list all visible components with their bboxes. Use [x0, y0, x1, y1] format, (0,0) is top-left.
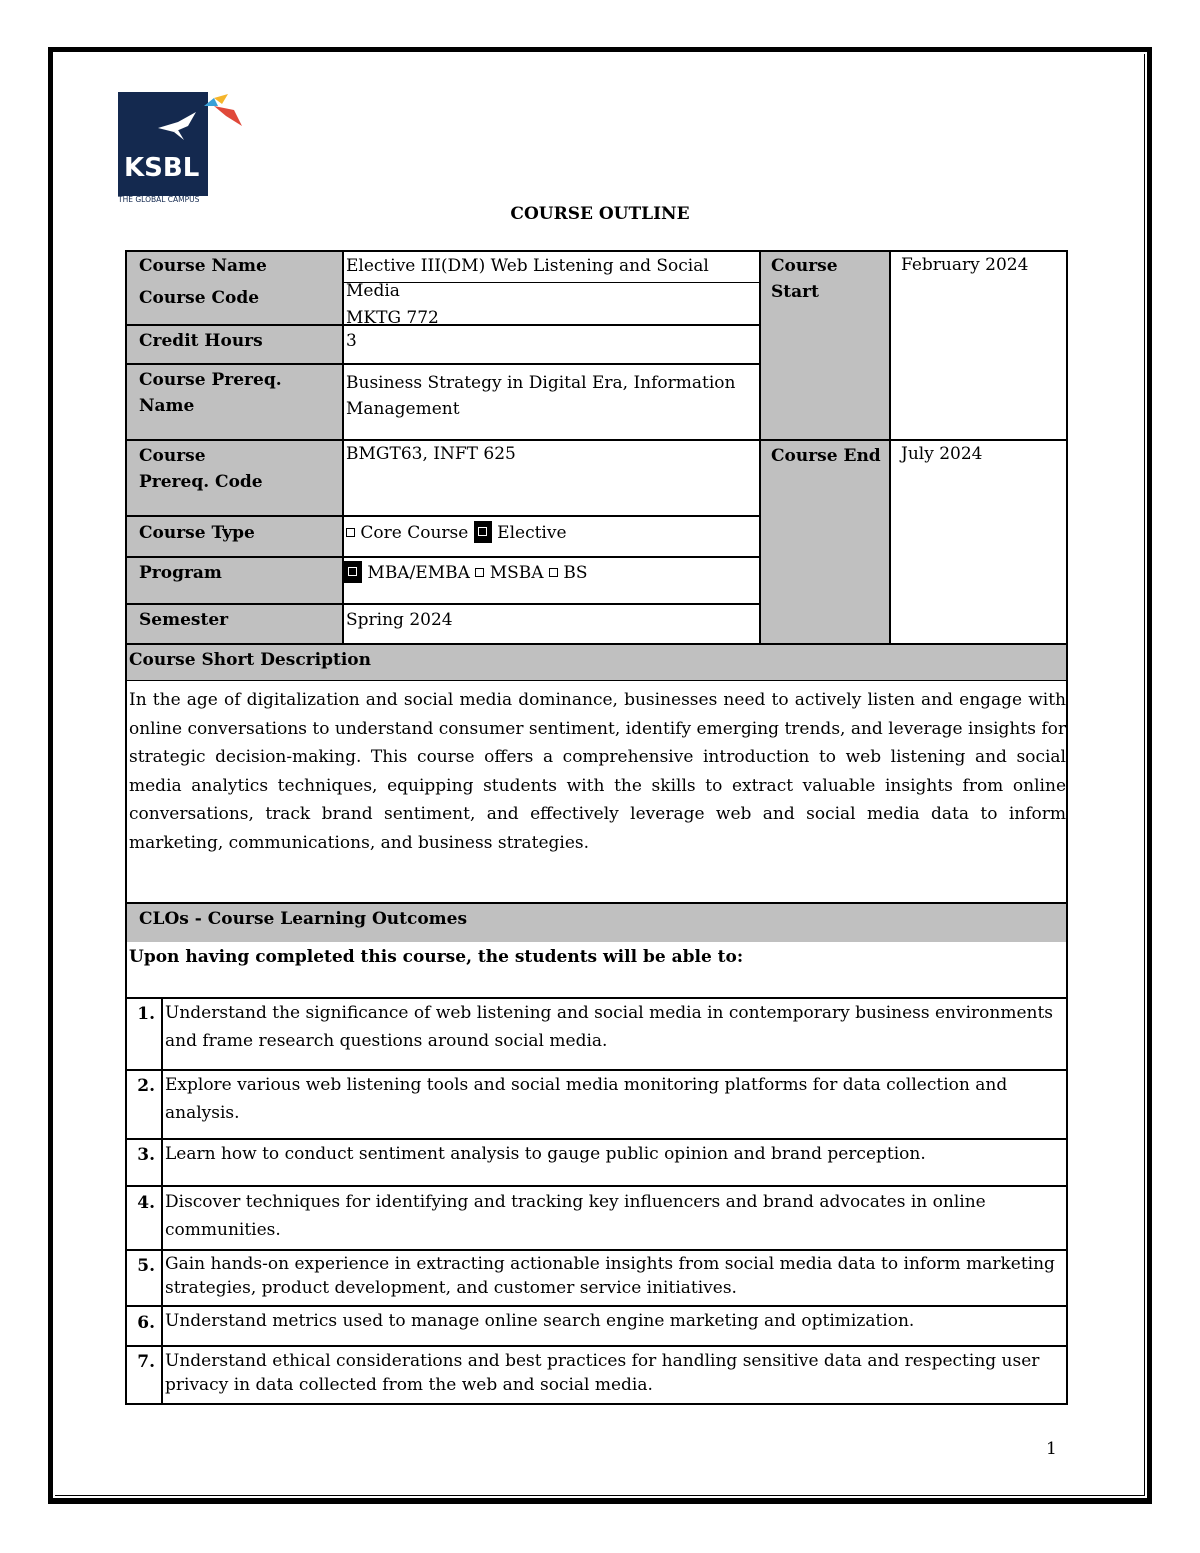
course-name-label: Course Name: [139, 256, 267, 276]
mba-emba-option: MBA/EMBA: [367, 563, 470, 583]
short-description-text: In the age of digitalization and social media dominance, businesses need to actively listen and engage with online conversations to understand consumer sentiment, identify emerging trends, and leverage insights for strategic decision-making. This course offers a comprehensive introduction to web listening and social media analytics techniques, equipping students with the skills to extract valuable insights from online conversations, track brand sentiment, and effectively leverage web and social media data to inform marketing, communications, and business strategies.: [129, 690, 1066, 853]
core-course-checkbox[interactable]: [346, 528, 355, 537]
prereq-name-value: Business Strategy in Digital Era, Information Management: [346, 373, 736, 419]
credit-hours-label: Credit Hours: [139, 331, 263, 351]
course-name-value: Elective III(DM) Web Listening and Social: [346, 256, 709, 276]
clo-number-1: 1.: [137, 1004, 155, 1024]
clo-heading: CLOs - Course Learning Outcomes: [139, 909, 468, 929]
msba-option: MSBA: [489, 563, 544, 583]
prereq-code-value: BMGT63, INFT 625: [346, 444, 516, 464]
clo-text-1: Understand the significance of web listening and social media in contemporary business environments and frame research questions around social media.: [165, 1003, 1054, 1051]
clo-text-6: Understand metrics used to manage online search engine marketing and optimization.: [165, 1311, 915, 1331]
clo-number-2: 2.: [137, 1076, 155, 1096]
clo-number-3: 3.: [137, 1145, 155, 1165]
document-title: COURSE OUTLINE: [510, 204, 690, 224]
bs-option: BS: [563, 563, 588, 583]
semester-value: Spring 2024: [346, 610, 453, 630]
course-type-options: [346, 520, 567, 546]
course-start-value: February 2024: [901, 255, 1029, 275]
program-options: [344, 560, 588, 586]
page-number: 1: [1046, 1439, 1057, 1459]
prereq-name-label: Course Prereq. Name: [139, 370, 282, 416]
prereq-code-label: Course Prereq. Code: [139, 446, 263, 492]
course-code-label: Course Code: [139, 288, 260, 308]
clo-number-7: 7.: [137, 1352, 155, 1372]
clo-number-5: 5.: [137, 1256, 155, 1276]
course-start-label: Course Start: [771, 256, 838, 302]
clo-text-4: Discover techniques for identifying and tracking key influencers and brand advocates in online communities.: [165, 1192, 986, 1240]
ksbl-logo: [118, 92, 258, 204]
clo-intro: Upon having completed this course, the students will be able to:: [129, 947, 744, 967]
elective-option: Elective: [497, 523, 567, 543]
course-code-value: MKTG 772: [346, 308, 439, 323]
credit-hours-value: 3: [346, 331, 357, 351]
clo-text-5: Gain hands-on experience in extracting actionable insights from social media data to inform marketing strategies, product development, and customer service initiatives.: [165, 1254, 1055, 1298]
semester-label: Semester: [139, 610, 229, 630]
short-description-heading: Course Short Description: [129, 650, 371, 670]
program-label: Program: [139, 563, 222, 583]
clo-number-6: 6.: [137, 1313, 155, 1333]
msba-checkbox[interactable]: [475, 568, 484, 577]
logo-brand: KSBL: [124, 153, 200, 183]
mba-emba-checkbox-checked[interactable]: [344, 561, 362, 583]
clo-number-4: 4.: [137, 1193, 155, 1213]
elective-checkbox-checked[interactable]: [474, 521, 492, 543]
course-end-label: Course End: [771, 446, 881, 466]
logo-tagline: THE GLOBAL CAMPUS: [118, 195, 200, 204]
clo-text-7: Understand ethical considerations and best practices for handling sensitive data and respecting user privacy in data collected from the web and social media.: [165, 1351, 1040, 1395]
course-name-value-cont: Media: [346, 281, 400, 301]
clo-text-2: Explore various web listening tools and social media monitoring platforms for data collection and analysis.: [165, 1075, 1008, 1123]
core-course-option: Core Course: [360, 523, 469, 543]
course-type-label: Course Type: [139, 523, 255, 543]
bs-checkbox[interactable]: [549, 568, 558, 577]
course-end-value: July 2024: [901, 444, 983, 464]
clo-text-3: Learn how to conduct sentiment analysis to gauge public opinion and brand perception.: [165, 1144, 926, 1164]
